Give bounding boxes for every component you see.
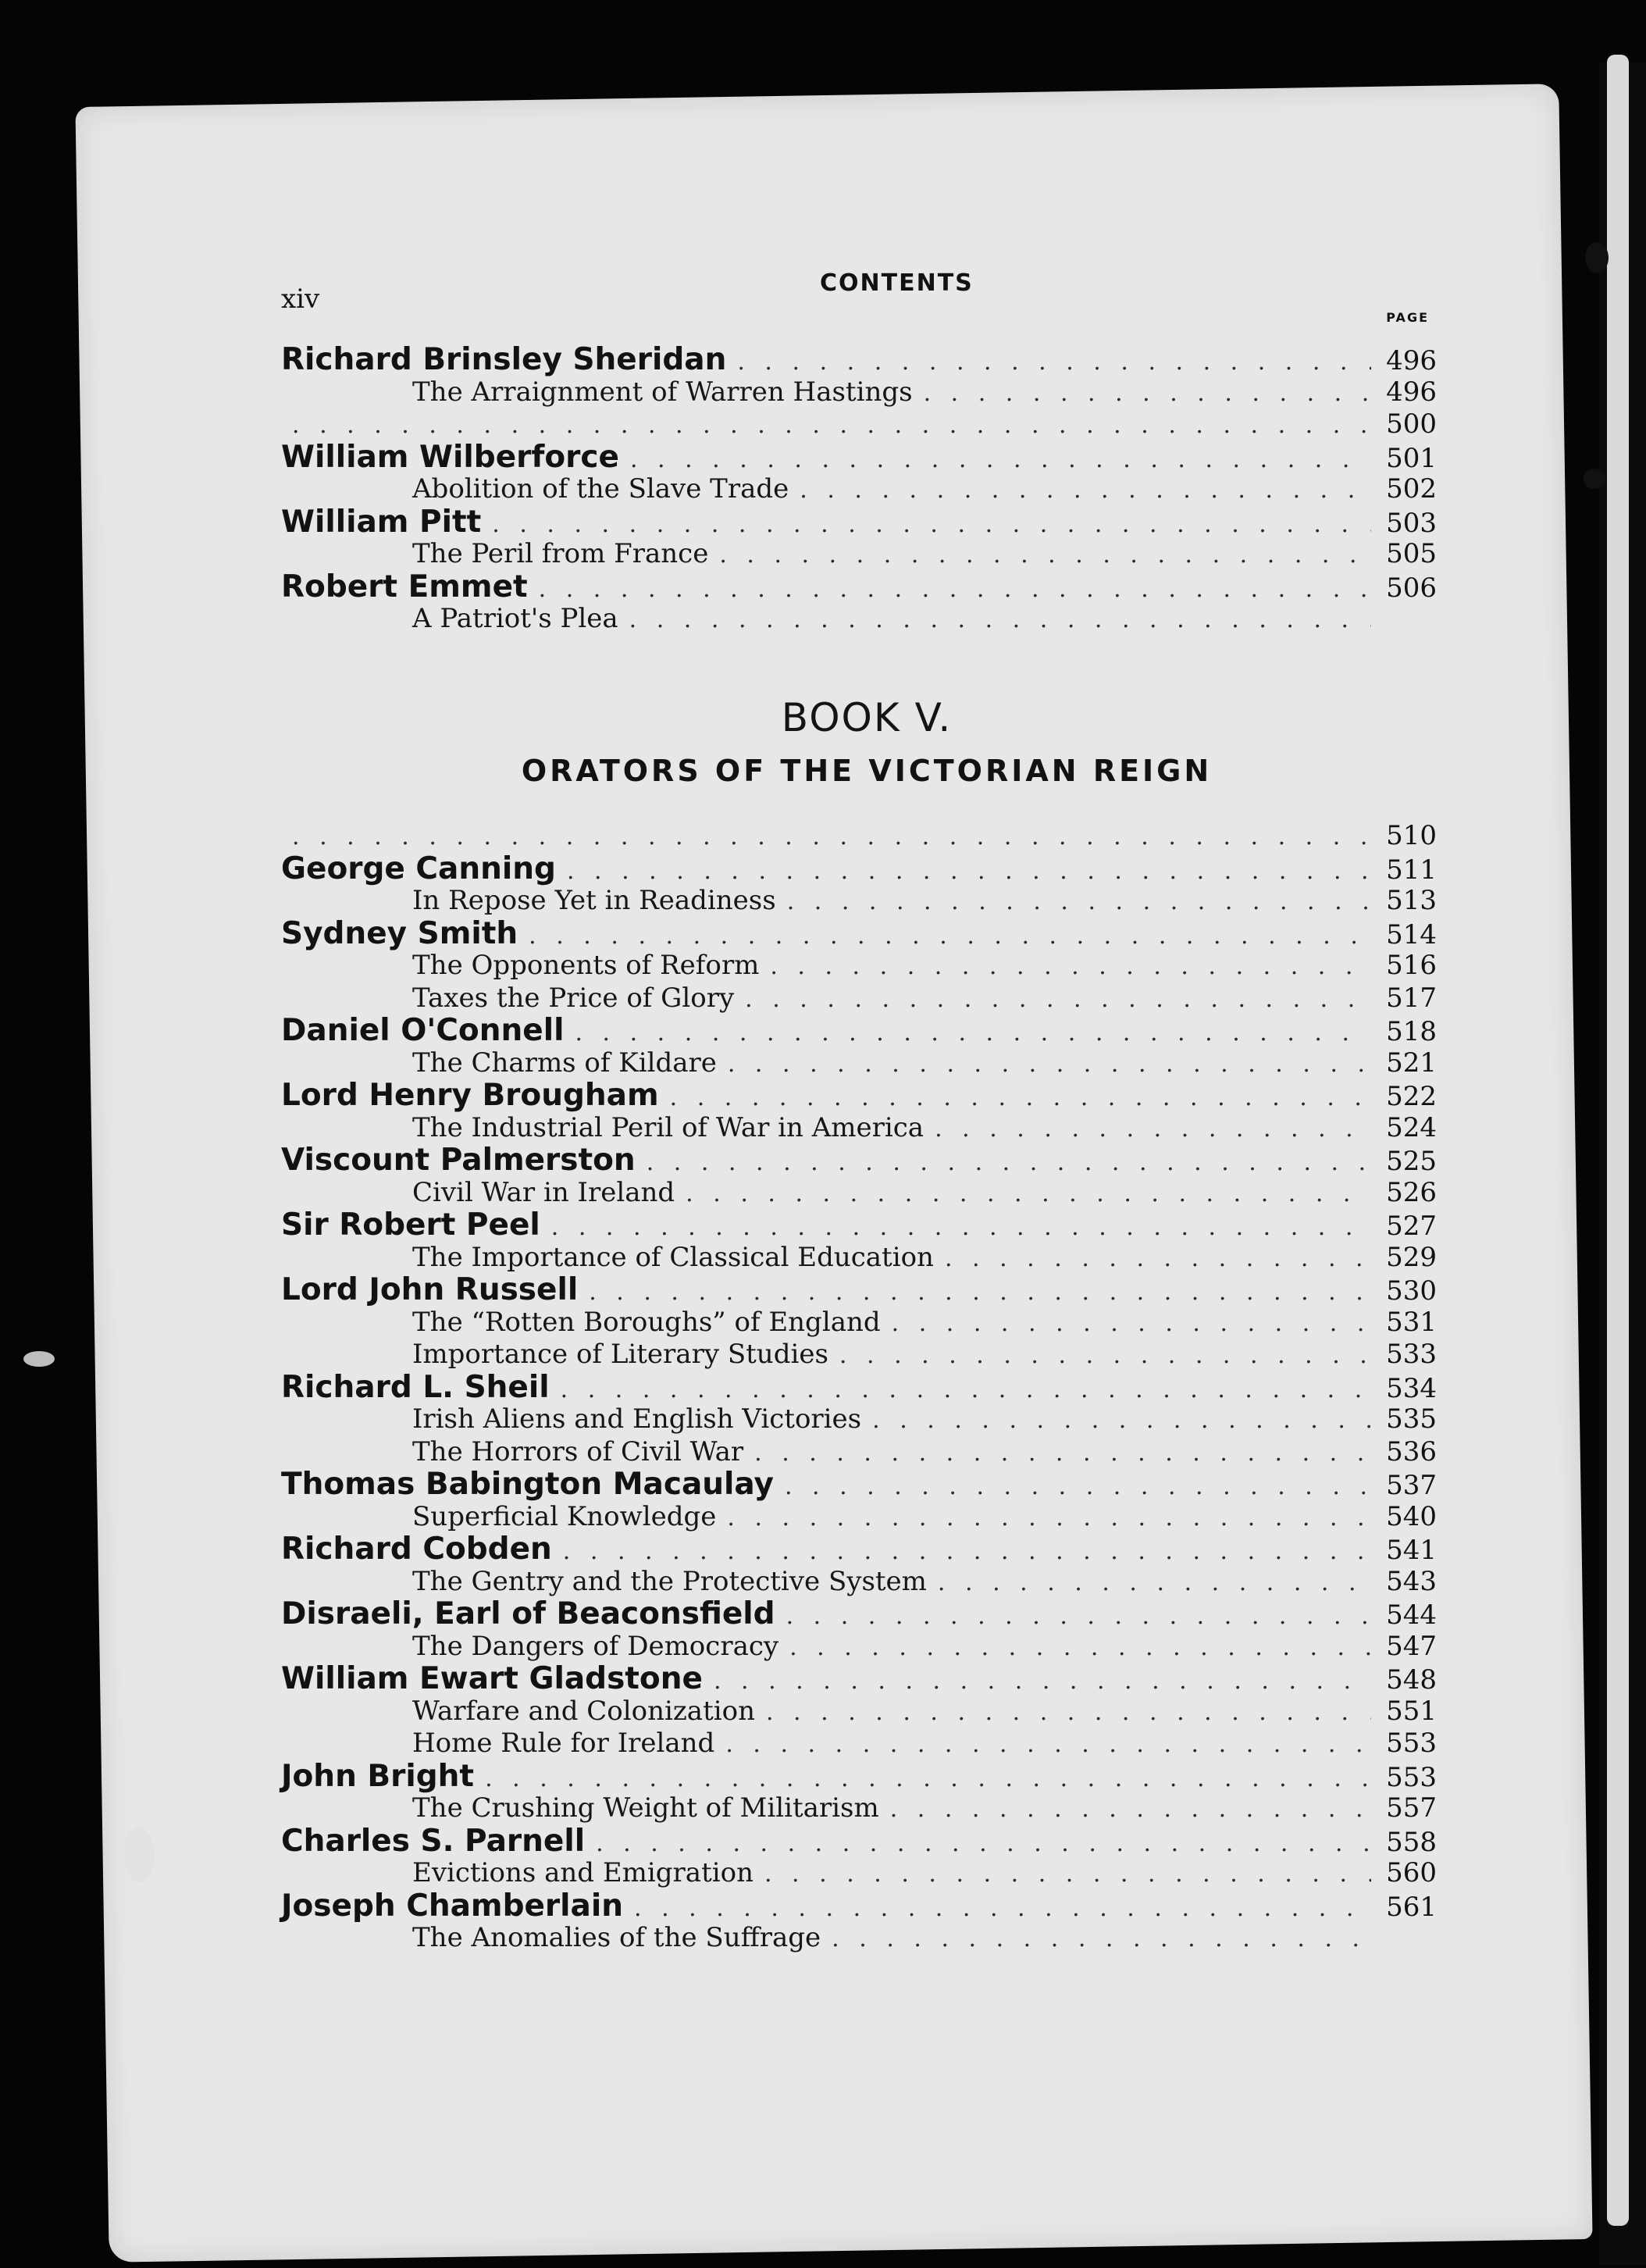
dot-leader — [647, 1146, 1371, 1179]
page-reference: 500 — [1386, 408, 1437, 440]
page-reference: 516 — [1386, 950, 1437, 981]
toc-speech-entry — [281, 1792, 1437, 1825]
toc-speech-entry — [281, 1566, 1437, 1599]
page-reference: 502 — [1386, 473, 1437, 505]
speech-title: Civil War in Ireland — [412, 1176, 675, 1208]
page-reference: 541 — [1386, 1535, 1437, 1566]
orator-name: Sydney Smith — [281, 915, 518, 951]
page-reference: 543 — [1386, 1565, 1437, 1597]
toc-speech-entry — [281, 473, 1437, 506]
dot-leader — [839, 1339, 1371, 1372]
dot-leader — [727, 1502, 1371, 1535]
page-reference: 533 — [1386, 1339, 1437, 1370]
page-reference: 558 — [1386, 1826, 1437, 1858]
page-reference: 511 — [1386, 854, 1437, 886]
book-title: BOOK V. — [781, 695, 953, 740]
toc-author-entry — [281, 1274, 1437, 1307]
toc-author-entry — [281, 850, 1437, 886]
toc-author-entry — [281, 1468, 1437, 1501]
book-subtitle: ORATORS OF THE VICTORIAN REIGN — [521, 754, 1213, 788]
page-reference: 510 — [1386, 820, 1437, 851]
toc-speech-entry — [281, 1857, 1437, 1890]
speech-title: Abolition of the Slave Trade — [412, 473, 789, 505]
toc-author-entry — [281, 1079, 1437, 1112]
dot-leader — [764, 1858, 1371, 1891]
toc-speech-entry — [281, 1696, 1437, 1728]
orator-name: Daniel O'Connell — [281, 1013, 565, 1048]
toc-speech-entry — [281, 1922, 1437, 1955]
dot-leader — [832, 1923, 1371, 1956]
dot-leader — [890, 1793, 1371, 1826]
orator-name: William Pitt — [281, 504, 482, 540]
orator-name: Charles S. Parnell — [281, 1823, 586, 1859]
dot-leader — [745, 983, 1371, 1016]
dot-leader — [924, 377, 1371, 410]
dot-leader — [737, 346, 1371, 379]
toc-speech-entry — [281, 1307, 1437, 1339]
dot-leader — [575, 1017, 1371, 1050]
orator-name: Richard L. Sheil — [281, 1369, 550, 1405]
speech-title: The Peril from France — [412, 538, 709, 569]
toc-author-entry — [281, 1598, 1437, 1631]
page-reference: 560 — [1386, 1857, 1437, 1888]
page-reference: 517 — [1386, 982, 1437, 1014]
dot-leader — [686, 1178, 1371, 1211]
page-reference: 553 — [1386, 1728, 1437, 1759]
dot-leader — [485, 1763, 1371, 1796]
speech-title: A Patriot's Plea — [412, 603, 618, 634]
page-reference: 524 — [1386, 1111, 1437, 1143]
orator-name: William Wilberforce — [281, 439, 619, 475]
dot-leader — [754, 1437, 1371, 1470]
page-reference: 534 — [1386, 1372, 1437, 1404]
toc-author-entry — [281, 1533, 1437, 1566]
contents-list-continued — [281, 344, 1437, 636]
toc-author-entry — [281, 1144, 1437, 1177]
orator-name: Joseph Chamberlain — [281, 1888, 623, 1924]
orator-name: Sir Robert Peel — [281, 1207, 540, 1243]
page-reference: 527 — [1386, 1211, 1437, 1242]
page-reference: 506 — [1386, 572, 1437, 604]
page-reference: 557 — [1386, 1792, 1437, 1824]
toc-author-entry — [281, 1760, 1437, 1793]
running-title: CONTENTS — [820, 269, 974, 297]
dot-leader — [789, 1631, 1371, 1664]
dot-leader — [719, 539, 1371, 572]
toc-speech-entry — [281, 603, 1437, 636]
toc-speech-entry — [281, 1403, 1437, 1436]
orator-name: Thomas Babington Macaulay — [281, 1467, 774, 1502]
page-reference: 537 — [1386, 1470, 1437, 1501]
speech-title: The Horrors of Civil War — [412, 1435, 744, 1467]
orator-name: Robert Emmet — [281, 569, 528, 604]
page-reference: 544 — [1386, 1599, 1437, 1631]
dot-leader — [629, 604, 1371, 637]
page-reference: 521 — [1386, 1047, 1437, 1079]
toc-author-entry — [281, 1015, 1437, 1047]
page-reference: 522 — [1386, 1081, 1437, 1112]
speech-title: The Gentry and the Protective System — [412, 1565, 927, 1597]
toc-speech-entry — [281, 1728, 1437, 1760]
scan-speck — [123, 1828, 155, 1882]
orator-name: Disraeli, Earl of Beaconsfield — [281, 1596, 775, 1631]
dot-leader — [492, 508, 1371, 541]
speech-title: Evictions and Emigration — [412, 1857, 754, 1888]
toc-author-entry — [281, 1209, 1437, 1242]
toc-speech-entry — [281, 1339, 1437, 1371]
toc-speech-entry — [281, 1177, 1437, 1210]
toc-author-entry — [281, 571, 1437, 604]
toc-author-entry — [281, 1663, 1437, 1696]
toc-author-entry — [281, 408, 1437, 441]
toc-speech-entry — [281, 982, 1437, 1015]
speech-title: Irish Aliens and English Victories — [412, 1403, 862, 1435]
toc-author-entry — [281, 506, 1437, 539]
dot-leader — [589, 1276, 1371, 1309]
scan-speck — [1584, 469, 1605, 489]
speech-title: Importance of Literary Studies — [412, 1339, 828, 1370]
dot-leader — [786, 1600, 1371, 1633]
page-reference: 551 — [1386, 1695, 1437, 1727]
dot-leader — [770, 950, 1371, 983]
speech-title: The Crushing Weight of Militarism — [412, 1792, 879, 1824]
page-header — [281, 269, 1437, 325]
dot-leader — [567, 855, 1371, 888]
page-reference: 530 — [1386, 1275, 1437, 1307]
page-reference: 503 — [1386, 507, 1437, 539]
page-reference: 525 — [1386, 1146, 1437, 1177]
dot-leader — [787, 886, 1371, 918]
orator-name: Richard Cobden — [281, 1532, 552, 1567]
page-reference: 505 — [1386, 538, 1437, 569]
toc-author-entry — [281, 1890, 1437, 1923]
speech-title: The Arraignment of Warren Hastings — [412, 376, 913, 408]
dot-leader — [630, 444, 1371, 476]
toc-speech-entry — [281, 1631, 1437, 1664]
page-reference: 529 — [1386, 1241, 1437, 1273]
dot-leader — [529, 920, 1371, 953]
dot-leader — [938, 1567, 1371, 1599]
page-reference: 526 — [1386, 1176, 1437, 1208]
dot-leader — [785, 1471, 1371, 1503]
speech-title: The Industrial Peril of War in America — [412, 1111, 925, 1143]
dot-leader — [935, 1113, 1371, 1146]
page-reference: 496 — [1386, 376, 1437, 408]
orator-name: Viscount Palmerston — [281, 1143, 636, 1178]
page-reference: 561 — [1386, 1891, 1437, 1923]
toc-speech-entry — [281, 1436, 1437, 1469]
orator-name: Lord John Russell — [281, 1272, 579, 1307]
toc-speech-entry — [281, 885, 1437, 918]
toc-speech-entry — [281, 376, 1437, 409]
page-reference: 553 — [1386, 1761, 1437, 1793]
speech-title: The Opponents of Reform — [412, 950, 760, 981]
dot-leader — [551, 1211, 1371, 1244]
dot-leader — [945, 1243, 1371, 1275]
dot-leader — [670, 1082, 1371, 1114]
toc-author-entry — [281, 441, 1437, 474]
dot-leader — [634, 1892, 1371, 1925]
dot-leader — [563, 1535, 1371, 1568]
toc-speech-entry — [281, 1112, 1437, 1145]
dot-leader — [714, 1665, 1371, 1698]
speech-title: Home Rule for Ireland — [412, 1728, 715, 1759]
page-reference: 536 — [1386, 1435, 1437, 1467]
orator-name: William Ewart Gladstone — [281, 1661, 703, 1696]
speech-title: Taxes the Price of Glory — [412, 982, 735, 1014]
toc-author-entry — [281, 915, 1437, 951]
speech-title: The Charms of Kildare — [412, 1047, 717, 1079]
speech-title: The Importance of Classical Education — [412, 1241, 934, 1273]
adjacent-page-edge — [1607, 55, 1629, 2226]
page-reference: 496 — [1386, 345, 1437, 376]
toc-speech-entry — [281, 950, 1437, 982]
page-reference: 535 — [1386, 1403, 1437, 1435]
toc-speech-entry — [281, 1501, 1437, 1534]
dot-leader — [872, 1404, 1371, 1437]
dot-leader — [292, 821, 1371, 854]
scan-speck — [1585, 242, 1609, 273]
speech-title: In Repose Yet in Readiness — [412, 885, 776, 916]
dot-leader — [800, 474, 1371, 507]
dot-leader — [766, 1696, 1371, 1729]
speech-title: The “Rotten Boroughs” of England — [412, 1306, 881, 1338]
speech-title: The Dangers of Democracy — [412, 1630, 779, 1662]
dot-leader — [596, 1828, 1371, 1860]
page-reference: 540 — [1386, 1500, 1437, 1532]
orator-name: Richard Brinsley Sheridan — [281, 342, 727, 377]
toc-author-entry — [281, 1825, 1437, 1858]
scan-speck — [23, 1351, 55, 1367]
toc-speech-entry — [281, 1242, 1437, 1275]
speech-title: Superficial Knowledge — [412, 1500, 717, 1532]
toc-author-entry — [281, 820, 1437, 853]
page-reference: 513 — [1386, 885, 1437, 916]
dot-leader — [892, 1307, 1371, 1340]
page-number: xiv — [281, 284, 320, 315]
dot-leader — [728, 1048, 1371, 1081]
page-reference: 547 — [1386, 1630, 1437, 1662]
dot-leader — [292, 409, 1371, 442]
toc-speech-entry — [281, 538, 1437, 571]
dot-leader — [725, 1728, 1371, 1761]
toc-speech-entry — [281, 1047, 1437, 1080]
orator-name: Lord Henry Brougham — [281, 1078, 659, 1113]
dot-leader — [561, 1374, 1371, 1407]
orator-name: John Bright — [281, 1758, 475, 1794]
speech-title: The Anomalies of the Suffrage — [412, 1922, 821, 1953]
page-reference: 518 — [1386, 1016, 1437, 1047]
toc-author-entry — [281, 344, 1437, 376]
dot-leader — [539, 573, 1371, 606]
toc-author-entry — [281, 1371, 1437, 1404]
page-reference: 531 — [1386, 1306, 1437, 1338]
page-reference: 514 — [1386, 918, 1437, 950]
contents-list-book-v — [281, 820, 1437, 1955]
page-column-label: PAGE — [1386, 310, 1429, 325]
speech-title: Warfare and Colonization — [412, 1695, 755, 1727]
orator-name: George Canning — [281, 850, 556, 886]
page-reference: 548 — [1386, 1664, 1437, 1696]
page-reference: 501 — [1386, 442, 1437, 474]
